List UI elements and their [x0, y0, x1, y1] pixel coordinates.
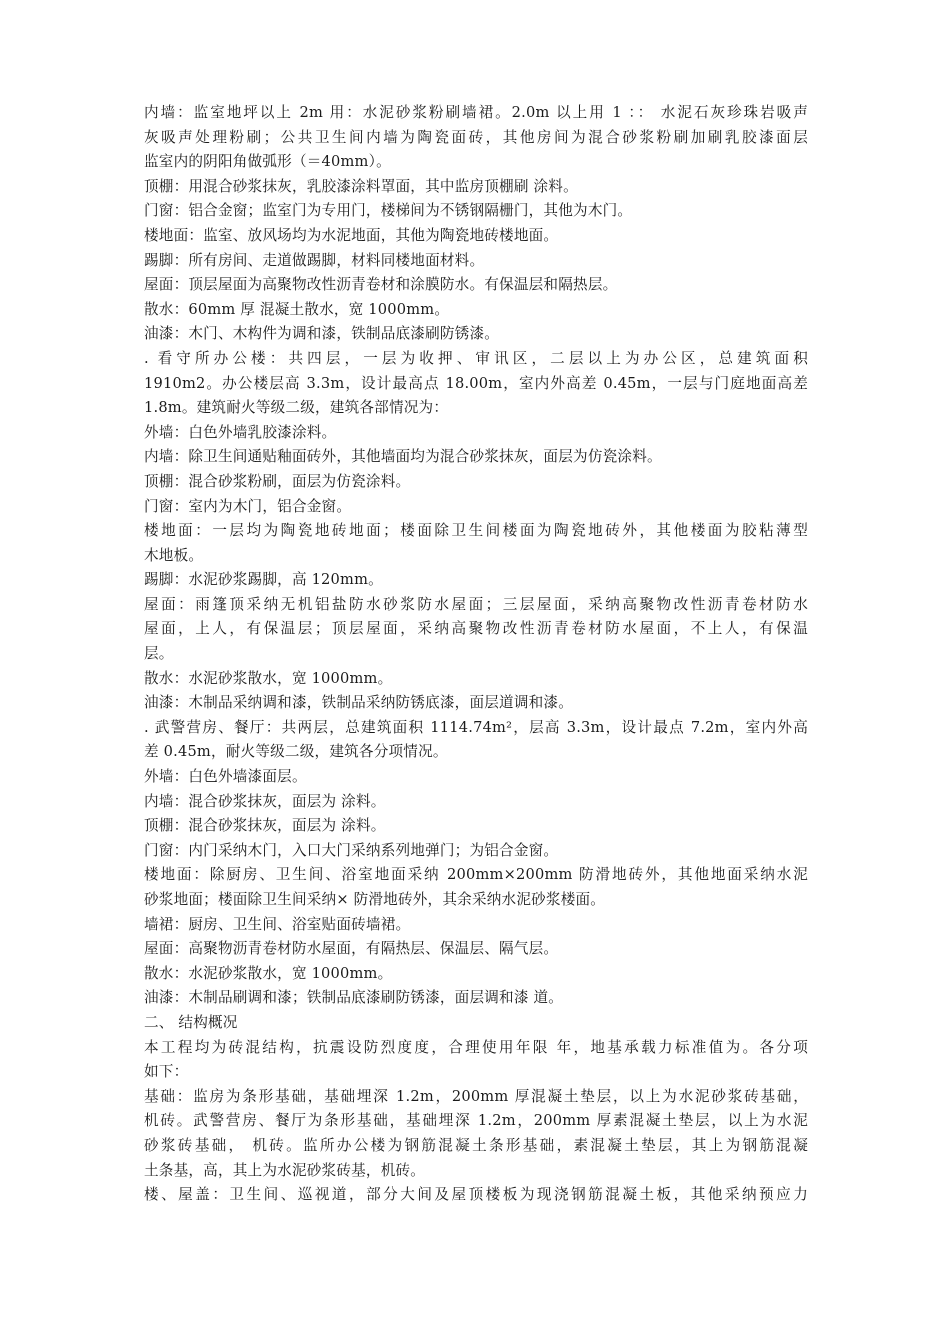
text-line: 楼、屋盖：卫生间、巡视道，部分大间及屋顶楼板为现浇钢筋混凝土板，其他采纳预应力 — [144, 1186, 808, 1204]
text-line: 内墙：监室地坪以上 2m 用：水泥砂浆粉刷墙裙。2.0m 以上用 1 ：： 水泥石灰珍珠岩吸声 — [144, 104, 808, 121]
text-line: 差 0.45m，耐火等级二级，建筑各分项情况。 — [144, 743, 448, 761]
text-line: 如下： — [144, 1063, 189, 1081]
text-line: 屋面：高聚物沥青卷材防水屋面，有隔热层、保温层、隔气层。 — [144, 940, 559, 958]
text-line: 屋面，上人，有保温层；顶层屋面，采纳高聚物改性沥青卷材防水屋面，不上人，有保温 — [144, 620, 808, 638]
text-line: 油漆：木门、木构件为调和漆，铁制品底漆刷防锈漆。 — [144, 325, 500, 343]
text-line: 层。 — [144, 645, 174, 663]
text-line: 门窗：室内为木门，铝合金窗。 — [144, 497, 352, 515]
text-line: 油漆：木制品采纳调和漆，铁制品采纳防锈底漆，面层道调和漆。 — [144, 694, 574, 712]
text-line: 木地板。 — [144, 546, 204, 564]
text-line: . 看守所办公楼：共四层，一层为收押、审讯区，二层以上为办公区，总建筑面积 — [144, 349, 808, 367]
text-line: 外墙：白色外墙乳胶漆涂料。 — [144, 423, 337, 441]
text-line: 监室内的阴阳角做弧形（＝40mm）。 — [144, 153, 391, 171]
text-line: 散水：水泥砂浆散水，宽 1000mm。 — [144, 964, 393, 982]
text-line: 内墙：除卫生间通贴釉面砖外，其他墙面均为混合砂浆抹灰，面层为仿瓷涂料。 — [144, 448, 662, 466]
text-line: 砂浆地面；楼面除卫生间采纳× 防滑地砖外，其余采纳水泥砂浆楼面。 — [144, 891, 606, 908]
text-line: 门窗：内门采纳木门，入口大门采纳系列地弹门；为铝合金窗。 — [144, 841, 559, 859]
text-line: 踢脚：所有房间、走道做踢脚，材料同楼地面材料。 — [144, 251, 485, 269]
document-body — [144, 101, 808, 1208]
text-line: 灰吸声处理粉刷；公共卫生间内墙为陶瓷面砖，其他房间为混合砂浆粉刷加刷乳胶漆面层 — [144, 128, 808, 146]
text-line: 土条基，高，其上为水泥砂浆砖基，机砖。 — [144, 1161, 426, 1179]
text-line: 砂浆砖基础， 机砖。监所办公楼为钢筋混凝土条形基础，素混凝土垫层，其上为钢筋混凝 — [144, 1136, 808, 1154]
text-line: 油漆：木制品刷调和漆；铁制品底漆刷防锈漆，面层调和漆 道。 — [144, 989, 564, 1007]
text-line: 楼地面：除厨房、卫生间、浴室地面采纳 200mm×200mm 防滑地砖外，其他地面采纳水泥 — [144, 866, 808, 884]
text-line: 踢脚：水泥砂浆踢脚，高 120mm。 — [144, 571, 383, 589]
text-line: 楼地面：监室、放风场均为水泥地面，其他为陶瓷地砖楼地面。 — [144, 226, 559, 244]
text-line: 顶棚：混合砂浆粉刷，面层为仿瓷涂料。 — [144, 472, 411, 490]
text-line: 1.8m。建筑耐火等级二级，建筑各部情况为： — [144, 399, 449, 417]
text-line: 顶棚：混合砂浆抹灰，面层为 涂料。 — [144, 817, 386, 835]
text-line: 门窗：铝合金窗；监室门为专用门，楼梯间为不锈钢隔栅门，其他为木门。 — [144, 202, 633, 220]
text-line: 楼地面：一层均为陶瓷地砖地面；楼面除卫生间楼面为陶瓷地砖外，其他楼面为胶粘薄型 — [144, 522, 808, 540]
text-line: 机砖。武警营房、餐厅为条形基础，基础埋深 1.2m，200mm 厚素混凝土垫层，以上为水泥 — [144, 1112, 808, 1130]
text-line: 外墙：白色外墙漆面层。 — [144, 768, 307, 786]
text-line: 1910m2。办公楼层高 3.3m，设计最高点 18.00m，室内外高差 0.45m，一层与门庭地面高差 — [144, 374, 808, 392]
text-line: 散水：60mm 厚 混凝土散水，宽 1000mm。 — [144, 300, 450, 318]
text-line: 本工程均为砖混结构，抗震设防烈度度，合理使用年限 年，地基承载力标准值为。各分项 — [144, 1038, 808, 1056]
section-heading: 二、 结构概况 — [144, 1013, 238, 1031]
text-line: 墙裙：厨房、卫生间、浴室贴面砖墙裙。 — [144, 915, 411, 933]
text-line: 顶棚：用混合砂浆抹灰，乳胶漆涂料罩面，其中监房顶棚刷 涂料。 — [144, 177, 578, 195]
text-line: . 武警营房、餐厅：共两层，总建筑面积 1114.74m²，层高 3.3m，设计最点 7.2m，室内外高 — [144, 718, 808, 736]
text-line: 散水：水泥砂浆散水，宽 1000mm。 — [144, 669, 393, 687]
text-line: 内墙：混合砂浆抹灰，面层为 涂料。 — [144, 792, 386, 810]
text-line: 基础：监房为条形基础，基础埋深 1.2m，200mm 厚混凝土垫层，以上为水泥砂浆砖基础， — [144, 1087, 808, 1105]
text-line: 屋面：雨篷顶采纳无机铝盐防水砂浆防水屋面；三层屋面，采纳高聚物改性沥青卷材防水 — [144, 595, 808, 613]
text-line: 屋面：顶层屋面为高聚物改性沥青卷材和涂膜防水。有保温层和隔热层。 — [144, 276, 618, 294]
